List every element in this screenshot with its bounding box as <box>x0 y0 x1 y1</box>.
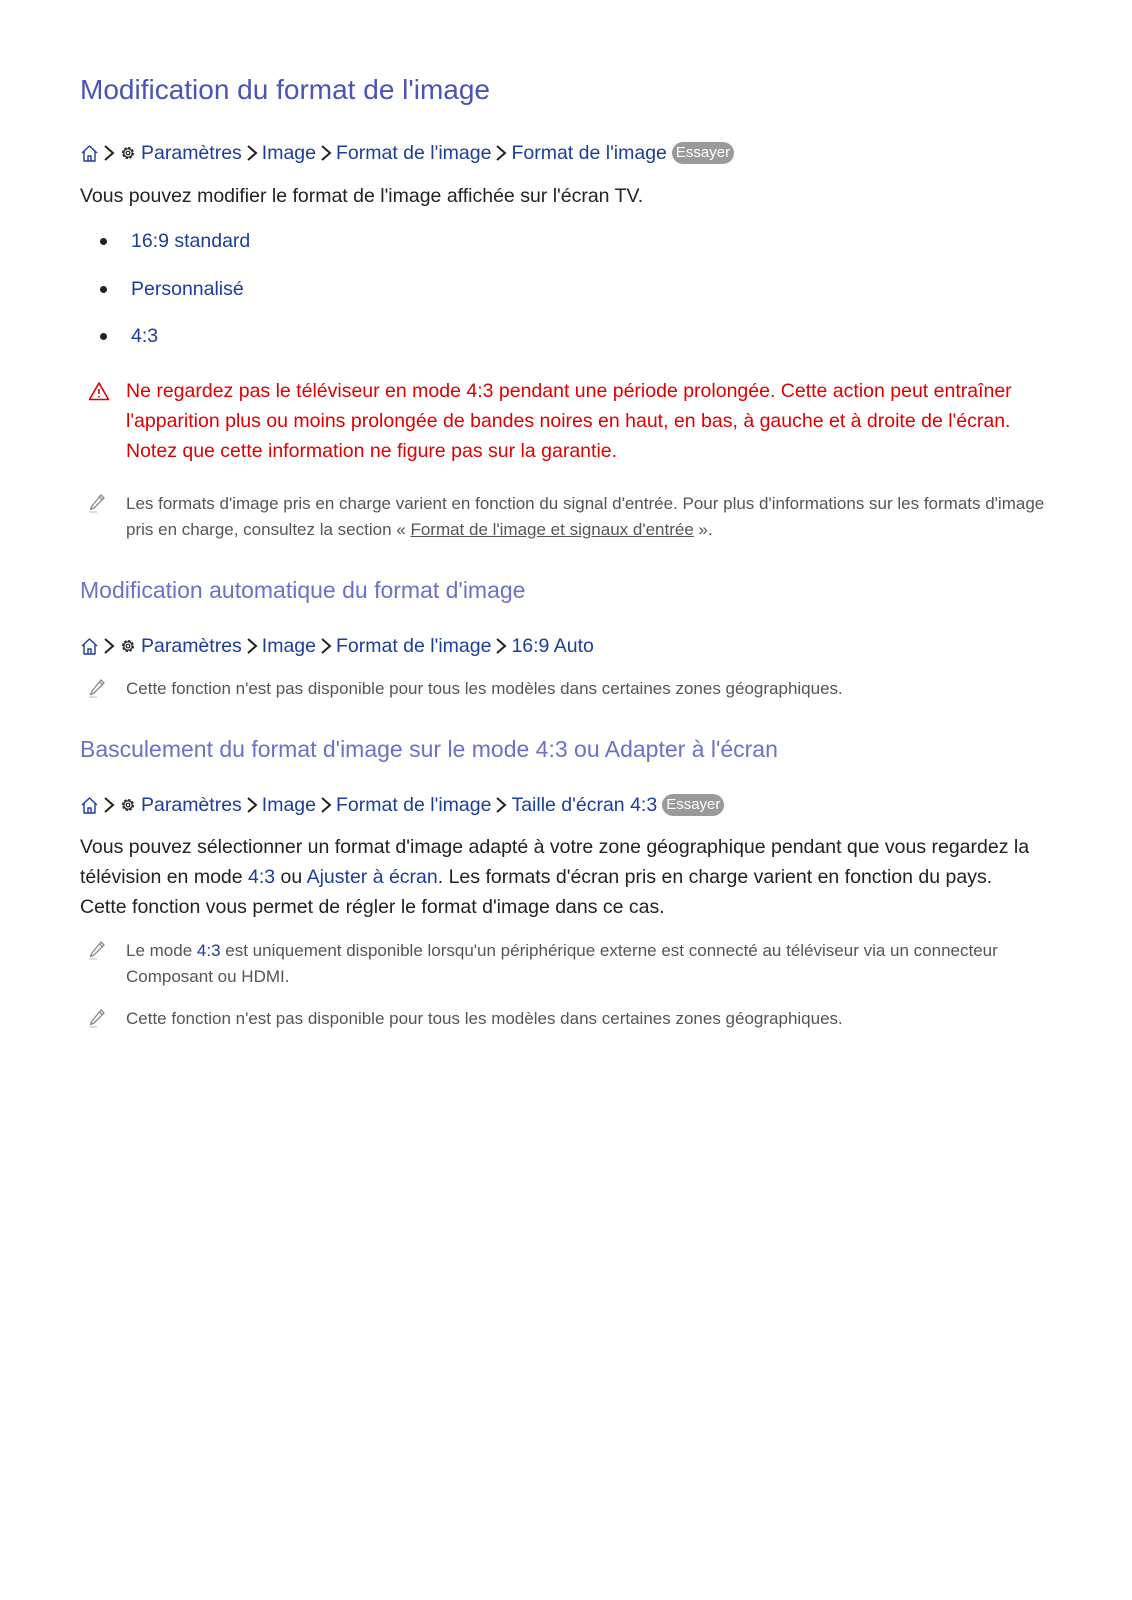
chevron-right-icon <box>103 796 115 814</box>
note-block <box>80 676 1060 702</box>
gear-icon <box>119 144 137 162</box>
chevron-right-icon <box>495 637 507 655</box>
mode-4-3-label: 4:3 <box>248 866 276 888</box>
warning-triangle-icon <box>88 380 110 410</box>
chevron-right-icon <box>320 144 332 162</box>
body-text-part: Vous pouvez sélectionner un format d'image adapté à votre zone géographique pendant que vous regardez la télévision en mode <box>80 836 1030 888</box>
breadcrumb-16-9-auto[interactable]: 16:9 Auto <box>511 634 594 657</box>
option-label: 4:3 <box>131 324 159 347</box>
home-icon[interactable] <box>80 637 99 656</box>
breadcrumb-format-image[interactable]: Format de l'image <box>336 634 492 657</box>
breadcrumb-taille-ecran[interactable]: Taille d'écran 4:3 <box>511 793 658 816</box>
note-text: est uniquement disponible lorsqu'un périphérique externe est connecté au téléviseur via un connecteur Composant ou HDMI. <box>126 941 998 986</box>
bullet-dot <box>100 286 107 293</box>
chevron-right-icon <box>495 144 507 162</box>
chevron-right-icon <box>103 144 115 162</box>
option-label: Personnalisé <box>131 277 244 300</box>
page-title: Modification du format de l'image <box>80 74 490 105</box>
section-title: Basculement du format d'image sur le mode 4:3 ou Adapter à l'écran <box>80 736 778 762</box>
chevron-right-icon <box>103 637 115 655</box>
pencil-note-icon <box>88 940 106 968</box>
note-text: Cette fonction n'est pas disponible pour tous les modèles dans certaines zones géographiques. <box>126 1009 843 1028</box>
note-text: Les formats d'image pris en charge varient en fonction du signal d'entrée. Pour plus d'informations sur les formats d'image pris en charge, consultez la section « <box>126 494 1045 539</box>
note-block <box>80 938 1060 990</box>
format-signals-link[interactable]: Format de l'image et signaux d'entrée <box>410 520 694 539</box>
chevron-right-icon <box>320 796 332 814</box>
chevron-right-icon <box>320 637 332 655</box>
breadcrumb-format-image-leaf[interactable]: Format de l'image <box>511 141 667 164</box>
mode-4-3-label: 4:3 <box>196 941 221 960</box>
note-text: Le mode <box>126 941 197 960</box>
bullet-dot <box>100 238 107 245</box>
breadcrumb-image[interactable]: Image <box>261 141 316 164</box>
breadcrumb-image[interactable]: Image <box>261 634 316 657</box>
intro-text: Vous pouvez modifier le format de l'image affichée sur l'écran TV. <box>80 185 644 207</box>
pencil-note-icon <box>88 1008 106 1036</box>
try-button[interactable]: Essayer <box>672 142 734 164</box>
note-text: Cette fonction n'est pas disponible pour tous les modèles dans certaines zones géographiques. <box>126 679 843 698</box>
list-item <box>100 322 158 350</box>
bullet-dot <box>100 333 107 340</box>
note-text-end: ». <box>693 520 713 539</box>
pencil-note-icon <box>88 493 106 521</box>
body-text-part: . Les formats d'écran pris en charge varient en fonction du pays. Cette fonction vous permet de régler le format d'image dans ce cas. <box>80 866 993 918</box>
breadcrumb-format-image[interactable]: Format de l'image <box>336 793 492 816</box>
warning-block <box>80 376 1060 466</box>
warning-text: Ne regardez pas le téléviseur en mode 4:3 pendant une période prolongée. Cette action peut entraîner l'apparition plus ou moins prolongée de bandes noires en haut, en bas, à gauche et à droite de l'écran. Notez que cette information ne figure pas sur la garantie. <box>126 380 1012 462</box>
breadcrumb <box>80 791 724 819</box>
try-button[interactable]: Essayer <box>662 794 724 816</box>
breadcrumb-parametres[interactable]: Paramètres <box>141 141 242 164</box>
gear-icon <box>119 796 137 814</box>
breadcrumb-format-image[interactable]: Format de l'image <box>336 141 492 164</box>
breadcrumb <box>80 632 594 660</box>
note-block <box>80 1006 1060 1032</box>
note-block <box>80 491 1060 543</box>
breadcrumb <box>80 139 734 167</box>
ajuster-ecran-label: Ajuster à écran <box>306 866 438 888</box>
chevron-right-icon <box>246 144 258 162</box>
option-label: 16:9 standard <box>131 229 251 252</box>
home-icon[interactable] <box>80 144 99 163</box>
breadcrumb-parametres[interactable]: Paramètres <box>141 634 242 657</box>
chevron-right-icon <box>246 637 258 655</box>
section-title: Modification automatique du format d'image <box>80 577 526 603</box>
breadcrumb-parametres[interactable]: Paramètres <box>141 793 242 816</box>
list-item <box>100 227 250 255</box>
chevron-right-icon <box>495 796 507 814</box>
pencil-note-icon <box>88 678 106 706</box>
list-item <box>100 275 244 303</box>
breadcrumb-image[interactable]: Image <box>261 793 316 816</box>
chevron-right-icon <box>246 796 258 814</box>
home-icon[interactable] <box>80 796 99 815</box>
body-text-part: ou <box>275 866 307 888</box>
gear-icon <box>119 637 137 655</box>
body-text <box>80 832 1040 922</box>
